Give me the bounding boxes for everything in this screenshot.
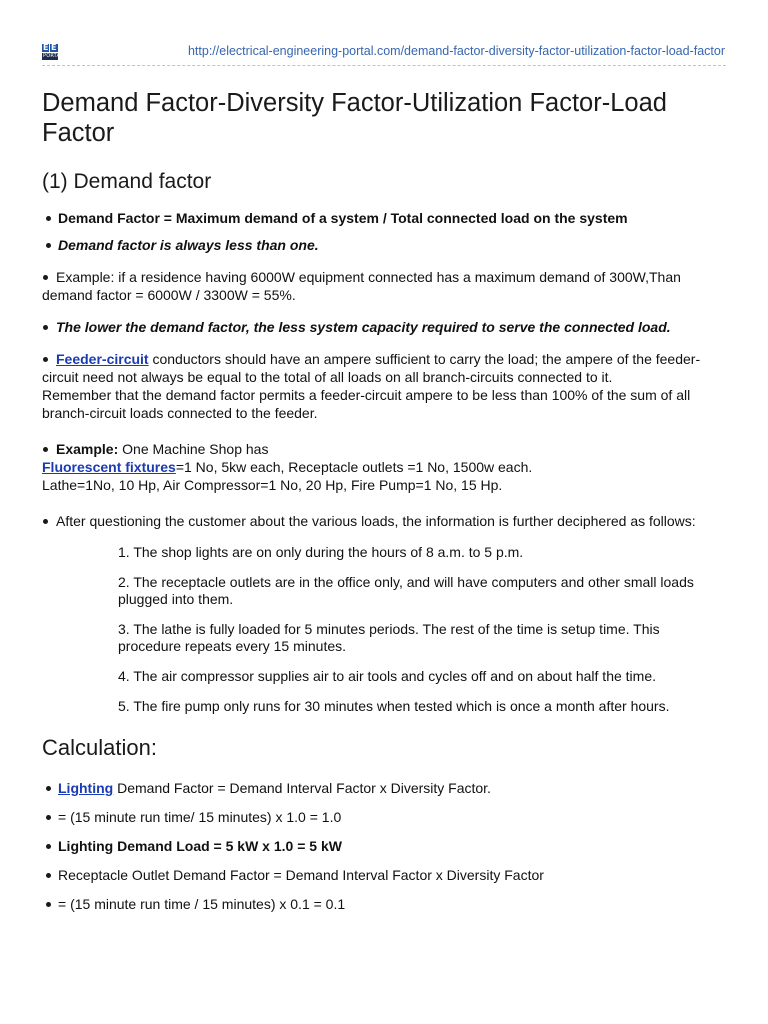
bold-text: The lower the demand factor, the less system capacity required to serve the connected load.	[56, 319, 671, 335]
inline-link[interactable]: Feeder-circuit	[56, 351, 149, 367]
list-item	[42, 209, 726, 227]
portal-logo[interactable]	[42, 43, 64, 60]
list-item	[42, 318, 726, 336]
bold-text: Lighting Demand Load = 5 kW x 1.0 = 5 kW	[58, 838, 342, 854]
section-heading-demand-factor: (1) Demand factor	[42, 170, 212, 193]
inline-link[interactable]: Fluorescent fixtures	[42, 459, 176, 475]
article-body	[42, 88, 726, 924]
numbered-item: 3. The lathe is fully loaded for 5 minutes periods. The rest of the time is setup time. This procedure repeats every 15 minutes.	[118, 621, 660, 654]
numbered-item: 5. The fire pump only runs for 30 minutes when tested which is once a month after hours.	[118, 698, 670, 714]
list-item	[42, 866, 726, 884]
calculation-heading: Calculation:	[42, 735, 157, 760]
list-item	[42, 895, 726, 913]
body-text: =1 No, 5kw each, Receptacle outlets =1 No, 1500w each.	[175, 459, 533, 475]
body-text: Receptacle Outlet Demand Factor = Demand Interval Factor x Diversity Factor	[58, 867, 544, 883]
list-item	[42, 350, 726, 422]
numbered-item: 2. The receptacle outlets are in the office only, and will have computers and other small loads plugged into them.	[118, 574, 694, 607]
logo-letter-2: E	[51, 43, 57, 52]
numbered-item: 1. The shop lights are on only during the hours of 8 a.m. to 5 p.m.	[118, 544, 524, 560]
page-title: Demand Factor-Diversity Factor-Utilization Factor-Load Factor	[42, 89, 667, 147]
load-details-list	[118, 544, 726, 715]
list-item	[42, 268, 726, 304]
list-item	[42, 808, 726, 826]
inline-link[interactable]: Lighting	[58, 780, 114, 796]
body-text: Example: if a residence having 6000W equipment connected has a maximum demand of 300W,Than demand factor = 6000W / 3300W = 55%.	[42, 269, 681, 303]
list-item	[42, 512, 726, 530]
header-divider	[42, 65, 726, 66]
body-text: One Machine Shop has	[118, 441, 269, 457]
body-text: conductors should have an ampere sufficient to carry the load; the ampere of the feeder-circuit need not always be equal to the total of all loads on all branch-circuits connected to it.	[42, 351, 701, 385]
logo-band-text: PORTAL	[43, 53, 64, 59]
logo-letter-1: E	[43, 43, 49, 52]
body-text: = (15 minute run time/ 15 minutes) x 1.0 = 1.0	[58, 809, 342, 825]
page-header	[0, 0, 768, 80]
body-text: Lathe=1No, 10 Hp, Air Compressor=1 No, 20 Hp, Fire Pump=1 No, 15 Hp.	[42, 477, 503, 493]
demand-factor-list	[42, 209, 726, 530]
list-item	[42, 779, 726, 797]
body-text: After questioning the customer about the various loads, the information is further deciphered as follows:	[56, 513, 696, 529]
list-item	[42, 837, 726, 855]
body-text: Remember that the demand factor permits a feeder-circuit ampere to be less than 100% of the sum of all branch-circuit loads connected to the feeder.	[42, 387, 691, 421]
bold-text: Demand Factor = Maximum demand of a system / Total connected load on the system	[58, 210, 628, 226]
numbered-item: 4. The air compressor supplies air to air tools and cycles off and on about half the time.	[118, 668, 656, 684]
list-item	[42, 236, 726, 254]
calculation-list	[42, 779, 726, 913]
body-text: Demand Factor = Demand Interval Factor x Diversity Factor.	[113, 780, 491, 796]
source-url-link[interactable]: http://electrical-engineering-portal.com/demand-factor-diversity-factor-utilization-factor-load-factor	[187, 44, 725, 58]
bold-text: Demand factor is always less than one.	[58, 237, 319, 253]
body-text: = (15 minute run time / 15 minutes) x 0.1 = 0.1	[58, 896, 346, 912]
list-item	[42, 440, 726, 494]
bold-text: Example:	[56, 441, 119, 457]
